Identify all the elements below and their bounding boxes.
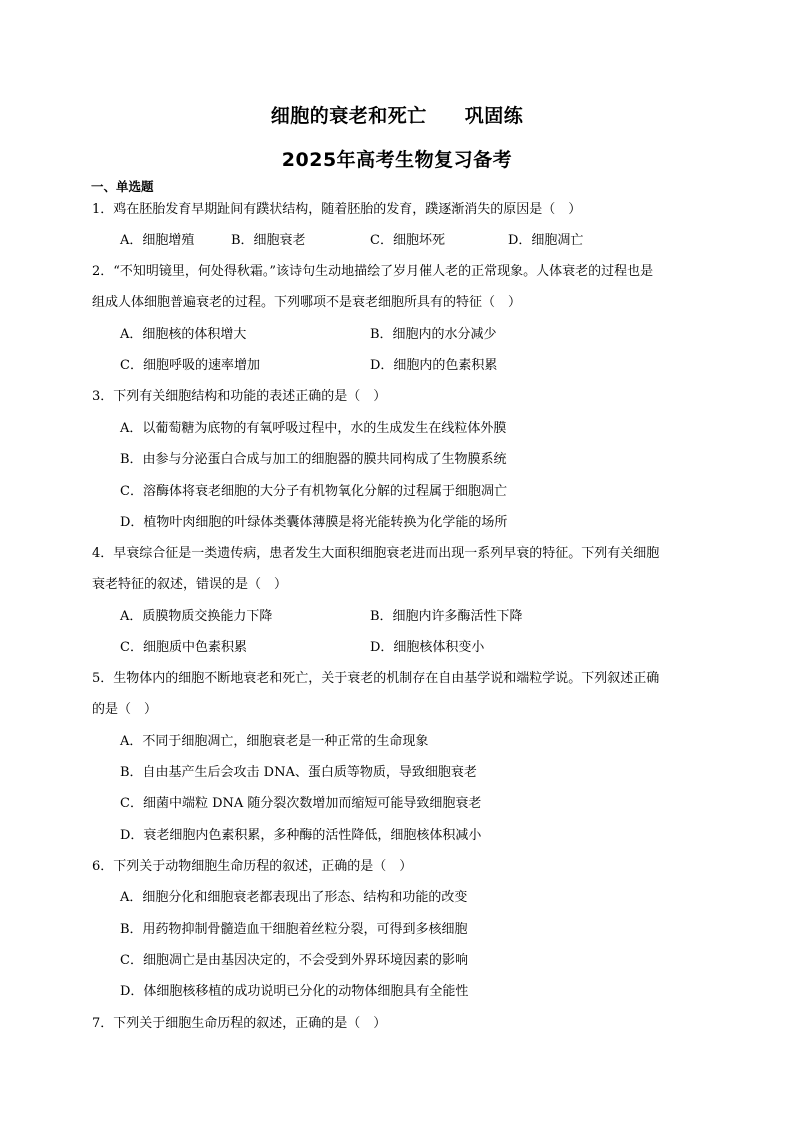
question-3-stem: 3．下列有关细胞结构和功能的表述正确的是（ ）	[92, 389, 387, 404]
question-1-stem: 1．鸡在胚胎发育早期趾间有蹼状结构，随着胚胎的发育，蹼逐渐消失的原因是（ ）	[92, 202, 582, 217]
q1-option-c: C．细胞坏死	[370, 233, 445, 248]
question-2-stem-cont: 组成人体细胞普遍衰老的过程。下列哪项不是衰老细胞所具有的特征（ ）	[92, 295, 522, 310]
question-5-stem: 5．生物体内的细胞不断地衰老和死亡，关于衰老的机制存在自由基学说和端粒学说。下列叙述正确	[92, 671, 660, 686]
q6-option-b: B．用药物抑制骨髓造血干细胞着丝粒分裂，可得到多核细胞	[120, 922, 468, 937]
title-tag: 巩固练	[464, 105, 524, 127]
q1-option-b: B．细胞衰老	[231, 233, 306, 248]
q5-option-a: A．不同于细胞凋亡，细胞衰老是一种正常的生命现象	[120, 734, 429, 749]
document-title	[0, 101, 794, 128]
q6-option-a: A．细胞分化和细胞衰老都表现出了形态、结构和功能的改变	[120, 890, 468, 905]
q5-option-b: B．自由基产生后会攻击 DNA、蛋白质等物质，导致细胞衰老	[120, 765, 477, 780]
q2-option-d: D．细胞内的色素积累	[370, 358, 498, 373]
q4-option-d: D．细胞核体积变小	[370, 640, 485, 655]
q4-option-a: A．质膜物质交换能力下降	[120, 609, 273, 624]
q3-option-a: A．以葡萄糖为底物的有氧呼吸过程中，水的生成发生在线粒体外膜	[120, 421, 507, 436]
question-2-stem: 2．“不知明镜里，何处得秋霜。”该诗句生动地描绘了岁月催人老的正常现象。人体衰老的过程也是	[92, 264, 654, 279]
q3-option-b: B．由参与分泌蛋白合成与加工的细胞器的膜共同构成了生物膜系统	[120, 452, 507, 467]
q5-option-d: D．衰老细胞内色素积累，多种酶的活性降低，细胞核体积减小	[120, 828, 482, 843]
question-5-stem-cont: 的是（ ）	[92, 702, 158, 717]
q1-option-d: D．细胞凋亡	[508, 233, 584, 248]
document-subtitle: 2025年高考生物复习备考	[281, 149, 513, 171]
section-heading: 一、单选题	[91, 179, 154, 194]
question-7-stem: 7．下列关于细胞生命历程的叙述，正确的是（ ）	[92, 1016, 387, 1031]
q2-option-c: C．细胞呼吸的速率增加	[120, 358, 260, 373]
q4-option-b: B．细胞内许多酶活性下降	[370, 609, 523, 624]
title-main: 细胞的衰老和死亡	[270, 105, 427, 127]
q3-option-c: C．溶酶体将衰老细胞的大分子有机物氧化分解的过程属于细胞凋亡	[120, 484, 507, 499]
question-4-stem-cont: 衰老特征的叙述，错误的是（ ）	[92, 577, 288, 592]
question-4-stem: 4．早衰综合征是一类遗传病，患者发生大面积细胞衰老进而出现一系列早衰的特征。下列有关细胞	[92, 546, 660, 561]
q1-option-a: A．细胞增殖	[120, 233, 195, 248]
q6-option-c: C．细胞凋亡是由基因决定的，不会受到外界环境因素的影响	[120, 953, 468, 968]
q6-option-d: D．体细胞核移植的成功说明已分化的动物体细胞具有全能性	[120, 984, 469, 999]
question-6-stem: 6．下列关于动物细胞生命历程的叙述，正确的是（ ）	[92, 859, 413, 874]
q5-option-c: C．细菌中端粒 DNA 随分裂次数增加而缩短可能导致细胞衰老	[120, 796, 482, 811]
q2-option-a: A．细胞核的体积增大	[120, 327, 247, 342]
q2-option-b: B．细胞内的水分减少	[370, 327, 497, 342]
q4-option-c: C．细胞质中色素积累	[120, 640, 247, 655]
q3-option-d: D．植物叶肉细胞的叶绿体类囊体薄膜是将光能转换为化学能的场所	[120, 515, 508, 530]
